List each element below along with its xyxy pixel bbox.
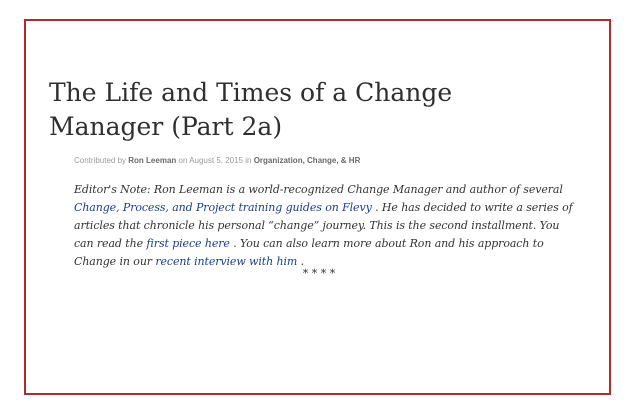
title-line-1: The Life and Times of a Change — [49, 78, 453, 107]
training-guides-link[interactable]: Change, Process, and Project training guides on Flevy — [74, 201, 372, 214]
publish-date: August 5, 2015 — [189, 156, 244, 165]
article-title — [49, 76, 519, 144]
section-separator: * * * * — [302, 267, 336, 280]
editor-note — [74, 181, 574, 271]
author-link[interactable]: Ron Leeman — [128, 156, 177, 165]
interview-link[interactable]: recent interview with him — [155, 255, 298, 268]
note-text-4: . — [297, 255, 305, 268]
meta-on: on — [176, 156, 190, 165]
note-text-1: Editor's Note: Ron Leeman is a world-recognized Change Manager and author of several — [74, 183, 563, 196]
first-piece-link[interactable]: first piece here — [146, 237, 230, 250]
meta-in: in — [243, 156, 254, 165]
meta-prefix: Contributed by — [74, 156, 129, 165]
note-text-3: . You can also learn more about Ron and his approach to Change in our — [74, 237, 544, 268]
article-meta — [74, 155, 594, 167]
note-text-2: . He has decided to write a series of articles that chronicle his personal “change” journey. This is the second installment. You can read the — [74, 201, 573, 250]
category-links[interactable]: Organization, Change, & HR — [253, 156, 361, 165]
title-line-2: Manager (Part 2a) — [49, 112, 283, 141]
